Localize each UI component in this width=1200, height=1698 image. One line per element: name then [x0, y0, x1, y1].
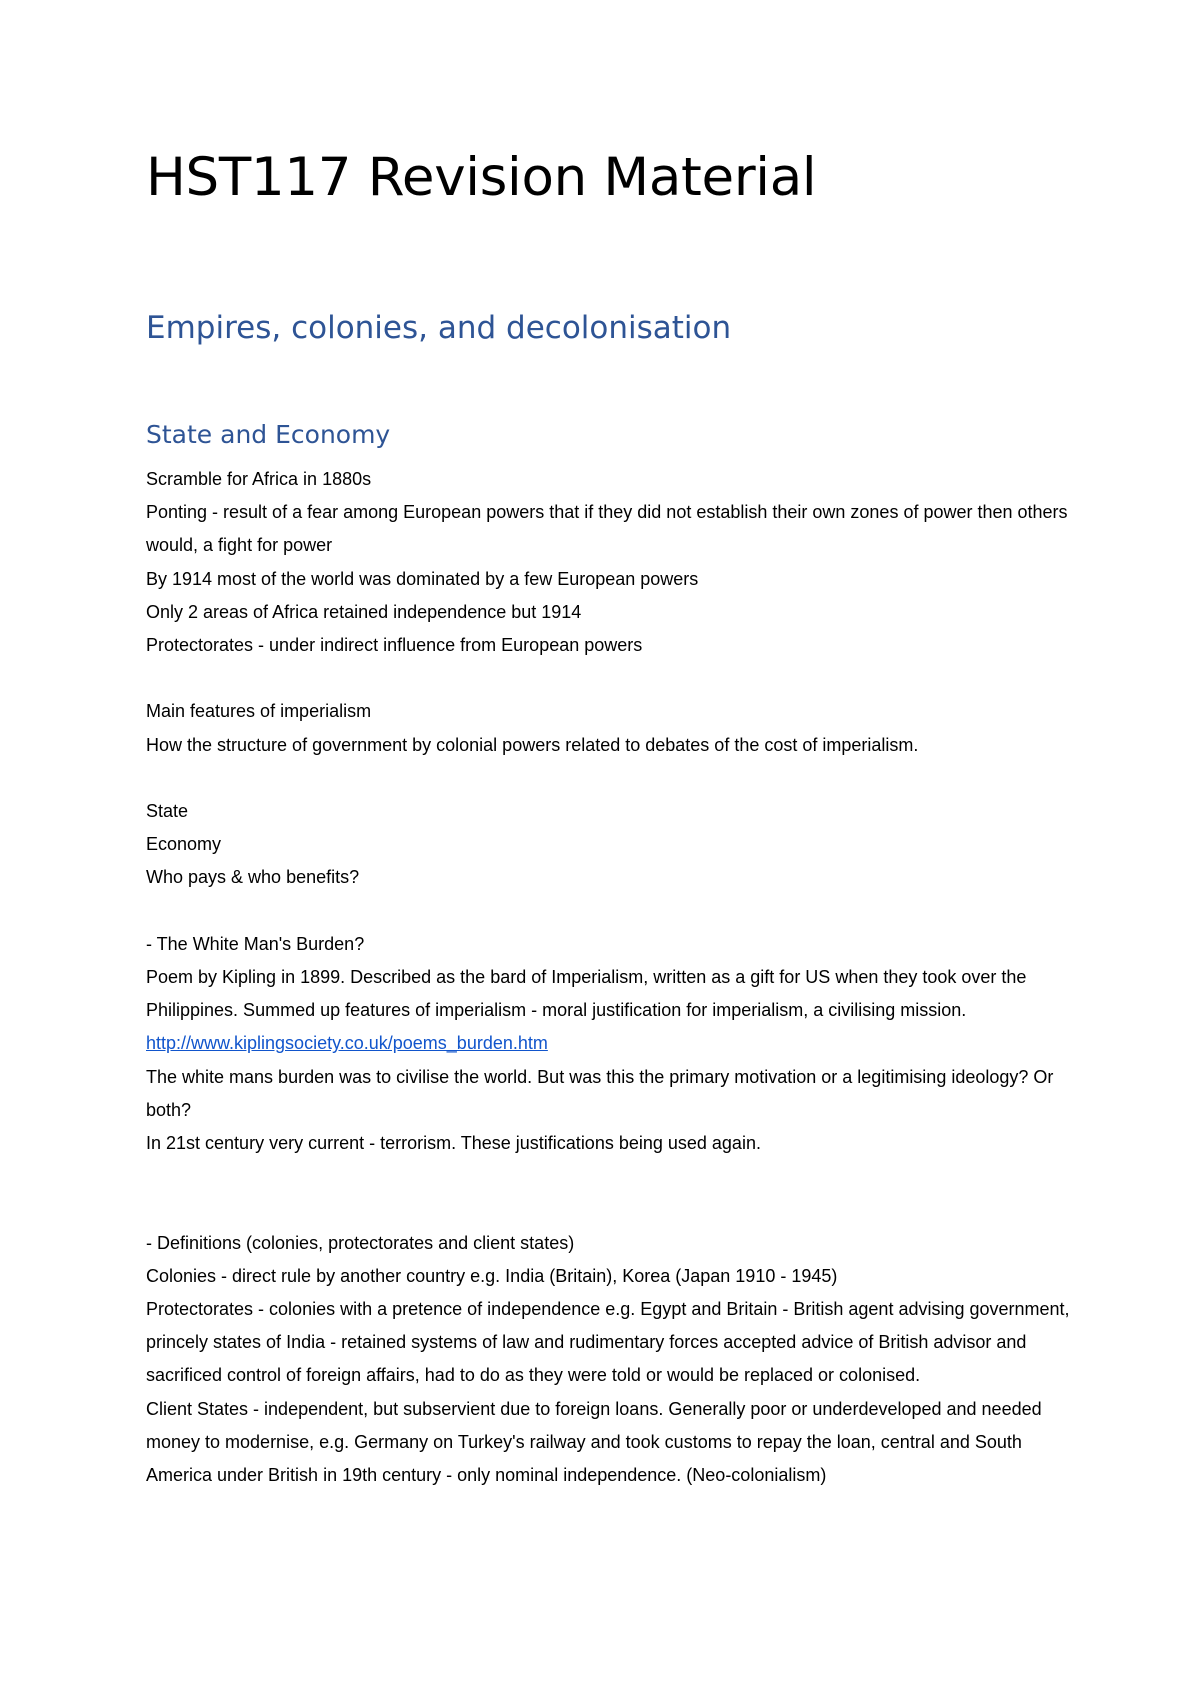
- paragraph-africa-independence: Only 2 areas of Africa retained independence but 1914: [146, 601, 582, 622]
- paragraph-1914: By 1914 most of the world was dominated by a few European powers: [146, 568, 699, 589]
- paragraph-definitions: - Definitions (colonies, protectorates and client states): [146, 1232, 575, 1253]
- paragraph-link-line: [146, 1027, 1086, 1060]
- blank-line: [146, 662, 1086, 695]
- blank-line: [146, 895, 1086, 928]
- paragraph-structure: How the structure of government by colonial powers related to debates of the cost of imperialism.: [146, 734, 919, 755]
- paragraph-state: State: [146, 801, 189, 821]
- paragraph-21st-century: In 21st century very current - terrorism. These justifications being used again.: [146, 1133, 761, 1154]
- paragraph-client-states: Client States - independent, but subservient due to foreign loans. Generally poor or underdeveloped and needed money to modernise, e.g. Germany on Turkey's railway and took customs to repay the loan, central and South America under British in 19th century - only nominal independence. (Neo-colonialism): [146, 1398, 1042, 1486]
- paragraph-main-features: Main features of imperialism: [146, 701, 372, 722]
- paragraph-ponting: Ponting - result of a fear among European powers that if they did not establish their own zones of power then others would, a fight for power: [146, 502, 1068, 556]
- paragraph-protectorates-definition: Protectorates - colonies with a pretence of independence e.g. Egypt and Britain - British agent advising government, princely states of India - retained systems of law and rudimentary forces accepted advice of British advisor and sacrificed control of foreign affairs, had to do as they were told or would be replaced or colonised.: [146, 1299, 1070, 1386]
- paragraph-civilise: The white mans burden was to civilise the world. But was this the primary motivation or a legitimising ideology? Or both?: [146, 1066, 1054, 1120]
- paragraph-protectorates: Protectorates - under indirect influence from European powers: [146, 635, 643, 656]
- document-title: HST117 Revision Material: [146, 147, 817, 208]
- blank-line: [146, 762, 1086, 795]
- document-body: [146, 463, 1086, 1492]
- paragraph-who-pays: Who pays & who benefits?: [146, 867, 360, 888]
- blank-line: [146, 1160, 1086, 1193]
- section-heading: Empires, colonies, and decolonisation: [146, 310, 732, 346]
- blank-line: [146, 1193, 1086, 1226]
- paragraph-colonies: Colonies - direct rule by another country e.g. India (Britain), Korea (Japan 1910 - 1945): [146, 1265, 838, 1286]
- kipling-society-link[interactable]: http://www.kiplingsociety.co.uk/poems_burden.htm: [146, 1033, 548, 1054]
- document-content: [146, 140, 1086, 1486]
- paragraph-scramble: Scramble for Africa in 1880s: [146, 469, 372, 489]
- paragraph-economy: Economy: [146, 834, 222, 855]
- paragraph-kipling-poem: Poem by Kipling in 1899. Described as the bard of Imperialism, written as a gift for US when they took over the Philippines. Summed up features of imperialism - moral justification for imperialism, a civilising mission.: [146, 967, 1027, 1021]
- sub-heading: State and Economy: [146, 420, 391, 449]
- paragraph-white-mans-burden: - The White Man's Burden?: [146, 933, 365, 954]
